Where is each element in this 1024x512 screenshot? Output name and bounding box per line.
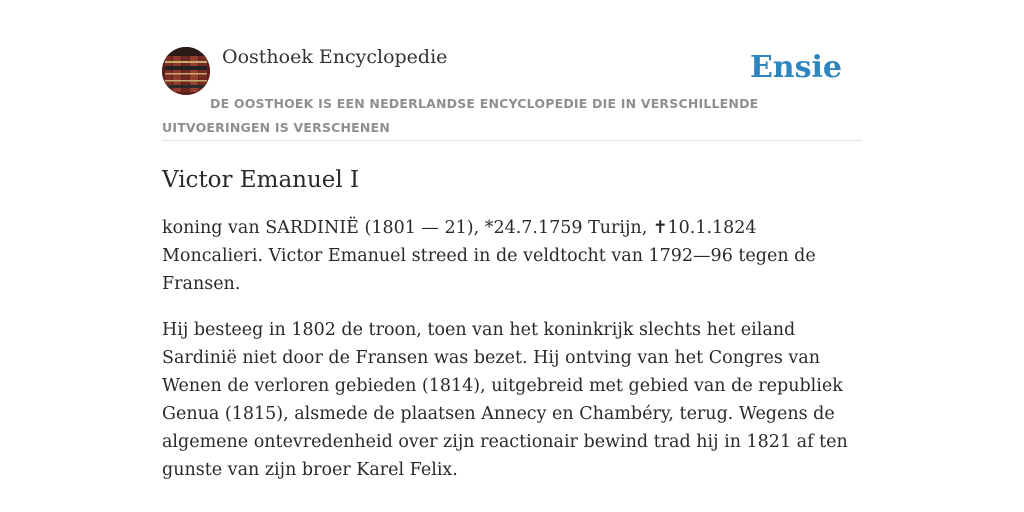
page-header bbox=[162, 40, 862, 141]
site-name[interactable]: Oosthoek Encyclopedie bbox=[222, 46, 448, 68]
article-content bbox=[162, 164, 862, 484]
site-tagline: DE OOSTHOEK IS EEN NEDERLANDSE ENCYCLOPEDIE DIE IN VERSCHILLENDE UITVOERINGEN IS VERSCHENEN bbox=[162, 96, 759, 135]
book-spines-avatar-icon[interactable] bbox=[162, 47, 210, 95]
article-paragraph: koning van SARDINIË (1801 — 21), *24.7.1759 Turijn, ✝10.1.1824 Moncalieri. Victor Emanuel streed in de veldtocht van 1792—96 tegen de Fransen. bbox=[162, 218, 816, 294]
brand-logo-link[interactable]: Ensie bbox=[749, 50, 842, 85]
article-paragraph: Hij besteeg in 1802 de troon, toen van het koninkrijk slechts het eiland Sardinië niet door de Fransen was bezet. Hij ontving van het Congres van Wenen de verloren gebieden (1814), uitgebreid met gebied van de republiek Genua (1815), alsmede de plaatsen Annecy en Chambéry, terug. Wegens de algemene ontevredenheid over zijn reactionair bewind trad hij in 1821 af ten gunste van zijn broer Karel Felix. bbox=[162, 320, 848, 480]
article-title: Victor Emanuel I bbox=[162, 167, 360, 193]
article-card bbox=[162, 40, 862, 502]
